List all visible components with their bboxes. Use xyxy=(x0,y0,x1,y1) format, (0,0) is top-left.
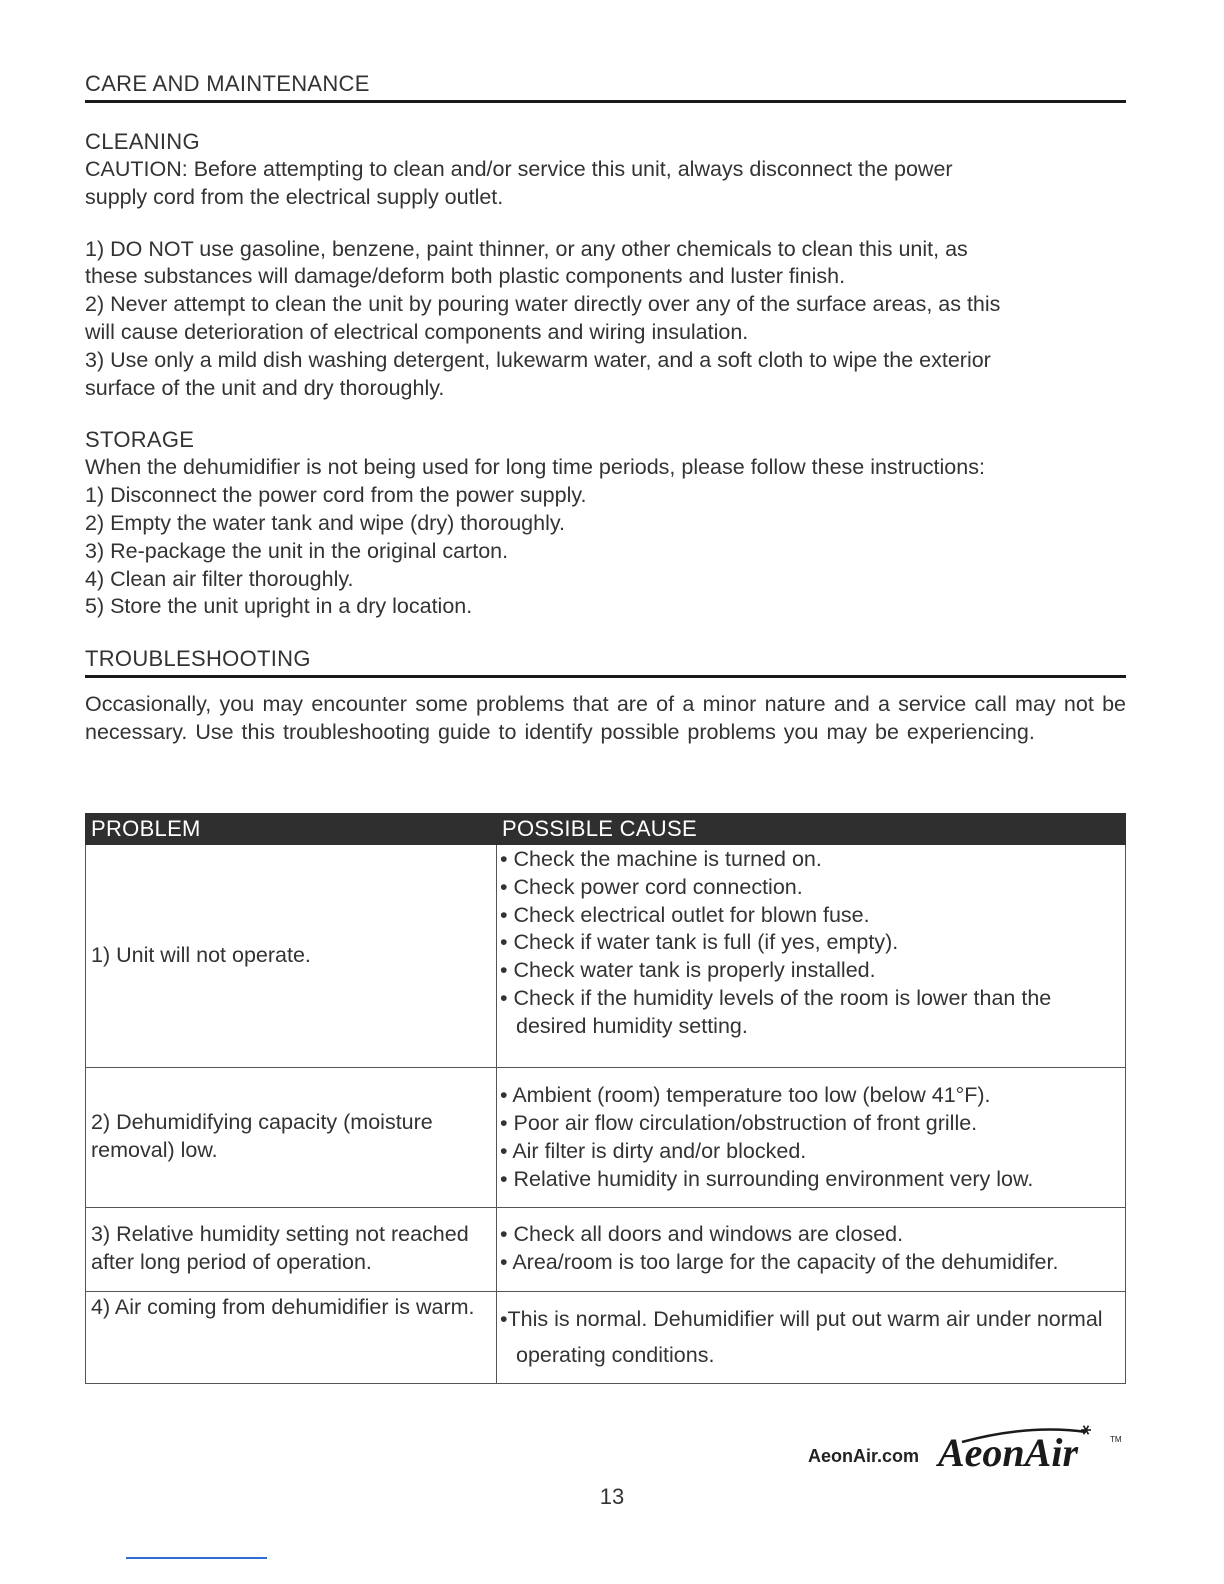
cause-item: • Ambient (room) temperature too low (below 41°F). xyxy=(500,1083,991,1108)
cause-cell xyxy=(497,1207,1126,1291)
cause-item: • Relative humidity in surrounding environment very low. xyxy=(500,1166,1034,1191)
caution-line: supply cord from the electrical supply outlet. xyxy=(85,184,504,209)
cleaning-item-line: 1) DO NOT use gasoline, benzene, paint thinner, or any other chemicals to clean this unit, as xyxy=(85,236,968,261)
cause-item: • Check the machine is turned on. xyxy=(500,847,822,871)
page-number: 13 xyxy=(599,1484,625,1509)
cause-item: • Check if the humidity levels of the room is lower than the desired humidity setting. xyxy=(500,985,1052,1038)
footer-url: AeonAir.com xyxy=(808,1446,920,1466)
care-heading: CARE AND MAINTENANCE xyxy=(85,70,1126,103)
snowflake-icon xyxy=(1081,1426,1091,1435)
storage-heading: STORAGE xyxy=(85,427,195,453)
cause-item: •This is normal. Dehumidifier will put out warm air under normal operating conditions. xyxy=(500,1307,1103,1368)
cleaning-item-line: 3) Use only a mild dish washing detergent, lukewarm water, and a soft cloth to wipe the exterior xyxy=(85,347,991,372)
logo-wordmark: AeonAir xyxy=(938,1430,1079,1474)
storage-item: 2) Empty the water tank and wipe (dry) thoroughly. xyxy=(85,510,565,535)
cause-item: • Check if water tank is full (if yes, empty). xyxy=(500,930,899,955)
cause-item: • Check electrical outlet for blown fuse. xyxy=(500,902,870,927)
problem-column-header: PROBLEM xyxy=(86,814,497,845)
care-maintenance-page xyxy=(85,70,1126,747)
caution-line: CAUTION: Before attempting to clean and/or service this unit, always disconnect the power xyxy=(85,157,953,181)
table-row xyxy=(86,1291,1126,1383)
table-header-row xyxy=(86,814,1126,845)
table-row xyxy=(86,1067,1126,1207)
cause-cell xyxy=(497,845,1126,1068)
storage-item: 1) Disconnect the power cord from the power supply. xyxy=(85,483,587,508)
cause-cell xyxy=(497,1291,1126,1383)
storage-item: 4) Clean air filter thoroughly. xyxy=(85,566,354,591)
cause-item: • Poor air flow circulation/obstruction of front grille. xyxy=(500,1111,978,1136)
decorative-underline xyxy=(126,1557,267,1559)
table-row xyxy=(86,845,1126,1068)
cause-item: • Check all doors and windows are closed. xyxy=(500,1222,904,1247)
cleaning-item-line: will cause deterioration of electrical components and wiring insulation. xyxy=(85,319,749,344)
cause-item: • Check water tank is properly installed. xyxy=(500,958,876,983)
problem-cell: 2) Dehumidifying capacity (moisture removal) low. xyxy=(86,1067,497,1207)
cause-item: • Air filter is dirty and/or blocked. xyxy=(500,1139,807,1164)
logo-trademark: TM xyxy=(1110,1435,1122,1444)
aeonair-logo xyxy=(934,1418,1134,1474)
troubleshooting-table xyxy=(85,813,1126,1384)
table-row xyxy=(86,1207,1126,1291)
cause-cell xyxy=(497,1067,1126,1207)
storage-intro: When the dehumidifier is not being used for long time periods, please follow these instructions: xyxy=(85,455,985,480)
storage-item: 5) Store the unit upright in a dry location. xyxy=(85,594,473,619)
troubleshooting-intro: Occasionally, you may encounter some problems that are of a minor nature and a service call may not be necessary. Use this troubleshooting guide to identify possible problems you may be experiencing. xyxy=(85,692,1126,744)
cleaning-item-line: surface of the unit and dry thoroughly. xyxy=(85,375,445,400)
cause-column-header: POSSIBLE CAUSE xyxy=(497,814,1126,845)
problem-cell: 4) Air coming from dehumidifier is warm. xyxy=(86,1291,497,1383)
cause-item: • Area/room is too large for the capacity of the dehumidifer. xyxy=(500,1250,1059,1275)
problem-cell: 3) Relative humidity setting not reached after long period of operation. xyxy=(86,1207,497,1291)
cause-item: • Check power cord connection. xyxy=(500,874,803,899)
storage-item: 3) Re-package the unit in the original carton. xyxy=(85,538,509,563)
problem-cell: 1) Unit will not operate. xyxy=(86,845,497,1068)
cleaning-heading: CLEANING xyxy=(85,129,200,154)
troubleshooting-heading: TROUBLESHOOTING xyxy=(85,645,1126,678)
cleaning-item-line: 2) Never attempt to clean the unit by pouring water directly over any of the surface areas, as this xyxy=(85,292,1001,317)
cleaning-item-line: these substances will damage/deform both plastic components and luster finish. xyxy=(85,264,846,289)
